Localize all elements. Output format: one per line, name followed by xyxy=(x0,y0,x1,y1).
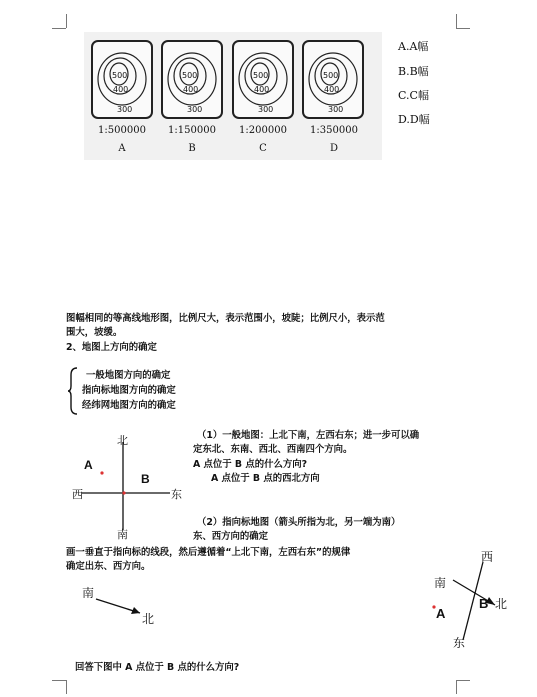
option-d: D.D幅 xyxy=(398,113,430,126)
crop-mark xyxy=(456,680,470,681)
map-letter-a: A xyxy=(118,143,126,154)
scale-label-a: 1:500000 xyxy=(98,125,146,136)
contour-label: 400 xyxy=(324,85,340,94)
crop-mark xyxy=(66,14,67,28)
map-letter-b: B xyxy=(188,143,196,154)
option-c: C.C幅 xyxy=(398,89,429,102)
contour-map-c xyxy=(232,40,294,119)
contour-map-b xyxy=(161,40,223,119)
paragraph-line: 画一垂直于指向标的线段，然后遵循着“上北下南，左西右东”的规律 xyxy=(66,547,351,558)
contour-label: 500 xyxy=(323,71,339,80)
list-item: 指向标地图方向的确定 xyxy=(82,385,176,396)
crop-mark xyxy=(456,14,457,28)
direction-south: 南 xyxy=(82,586,95,600)
brace-icon xyxy=(67,367,79,415)
contour-label: 400 xyxy=(113,85,129,94)
scale-label-d: 1:350000 xyxy=(310,125,358,136)
list-item: 一般地图方向的确定 xyxy=(86,370,171,381)
map-letter-c: C xyxy=(259,143,267,154)
pointer-arrow-diagram xyxy=(90,585,170,625)
scale-label-c: 1:200000 xyxy=(239,125,287,136)
point-b-label: B xyxy=(141,472,150,486)
crop-mark xyxy=(52,680,66,681)
map-letter-d: D xyxy=(329,143,339,154)
section-2-line: （2）指向标地图（箭头所指为北，另一端为南） xyxy=(197,517,401,528)
direction-east: 东 xyxy=(453,636,466,650)
direction-north: 北 xyxy=(495,597,508,611)
section-1-line: （1）一般地图：上北下南，左西右东；进一步可以确 xyxy=(197,430,420,441)
direction-north: 北 xyxy=(117,434,128,447)
point-b-dot xyxy=(122,491,125,494)
section-1-question: A 点位于 B 点的什么方向? xyxy=(193,459,308,470)
direction-south: 南 xyxy=(117,528,128,541)
paragraph-line: 图幅相同的等高线地形图，比例尺大，表示范围小，坡陡；比例尺小，表示范 xyxy=(66,313,385,324)
rotated-compass-diagram xyxy=(425,550,525,655)
contour-label: 300 xyxy=(258,105,274,114)
point-a-label: A xyxy=(84,458,93,472)
crop-mark xyxy=(66,680,67,694)
crop-mark xyxy=(52,28,66,29)
point-a-label: A xyxy=(436,606,446,621)
option-b: B.B幅 xyxy=(398,65,429,78)
direction-south: 南 xyxy=(434,576,447,590)
list-item: 经纬网地图方向的确定 xyxy=(82,400,176,411)
direction-north: 北 xyxy=(142,612,155,626)
direction-east: 东 xyxy=(171,488,182,501)
scale-label-b: 1:150000 xyxy=(168,125,216,136)
contour-map-a xyxy=(91,40,153,119)
crop-mark xyxy=(456,680,457,694)
section-1-answer: A 点位于 B 点的西北方向 xyxy=(211,473,320,484)
contour-label: 300 xyxy=(117,105,133,114)
contour-label: 300 xyxy=(328,105,344,114)
direction-west: 西 xyxy=(72,488,83,501)
paragraph-line: 确定出东、西方向。 xyxy=(66,561,151,572)
point-b-label: B xyxy=(479,596,489,611)
paragraph-line: 围大，坡缓。 xyxy=(66,327,123,338)
point-a-dot xyxy=(100,471,103,474)
direction-west: 西 xyxy=(481,550,494,564)
contour-label: 300 xyxy=(187,105,203,114)
contour-label: 500 xyxy=(253,71,269,80)
section-1-line: 定东北、东南、西北、西南四个方向。 xyxy=(193,444,353,455)
contour-label: 500 xyxy=(182,71,198,80)
contour-label: 400 xyxy=(254,85,270,94)
section-heading: 2、地图上方向的确定 xyxy=(66,342,157,353)
option-a: A.A幅 xyxy=(398,40,429,53)
final-question: 回答下图中 A 点位于 B 点的什么方向? xyxy=(75,662,240,673)
contour-map-d xyxy=(302,40,364,119)
contour-label: 500 xyxy=(112,71,128,80)
section-2-line: 东、西方向的确定 xyxy=(193,531,269,542)
crop-mark xyxy=(456,28,470,29)
contour-label: 400 xyxy=(183,85,199,94)
